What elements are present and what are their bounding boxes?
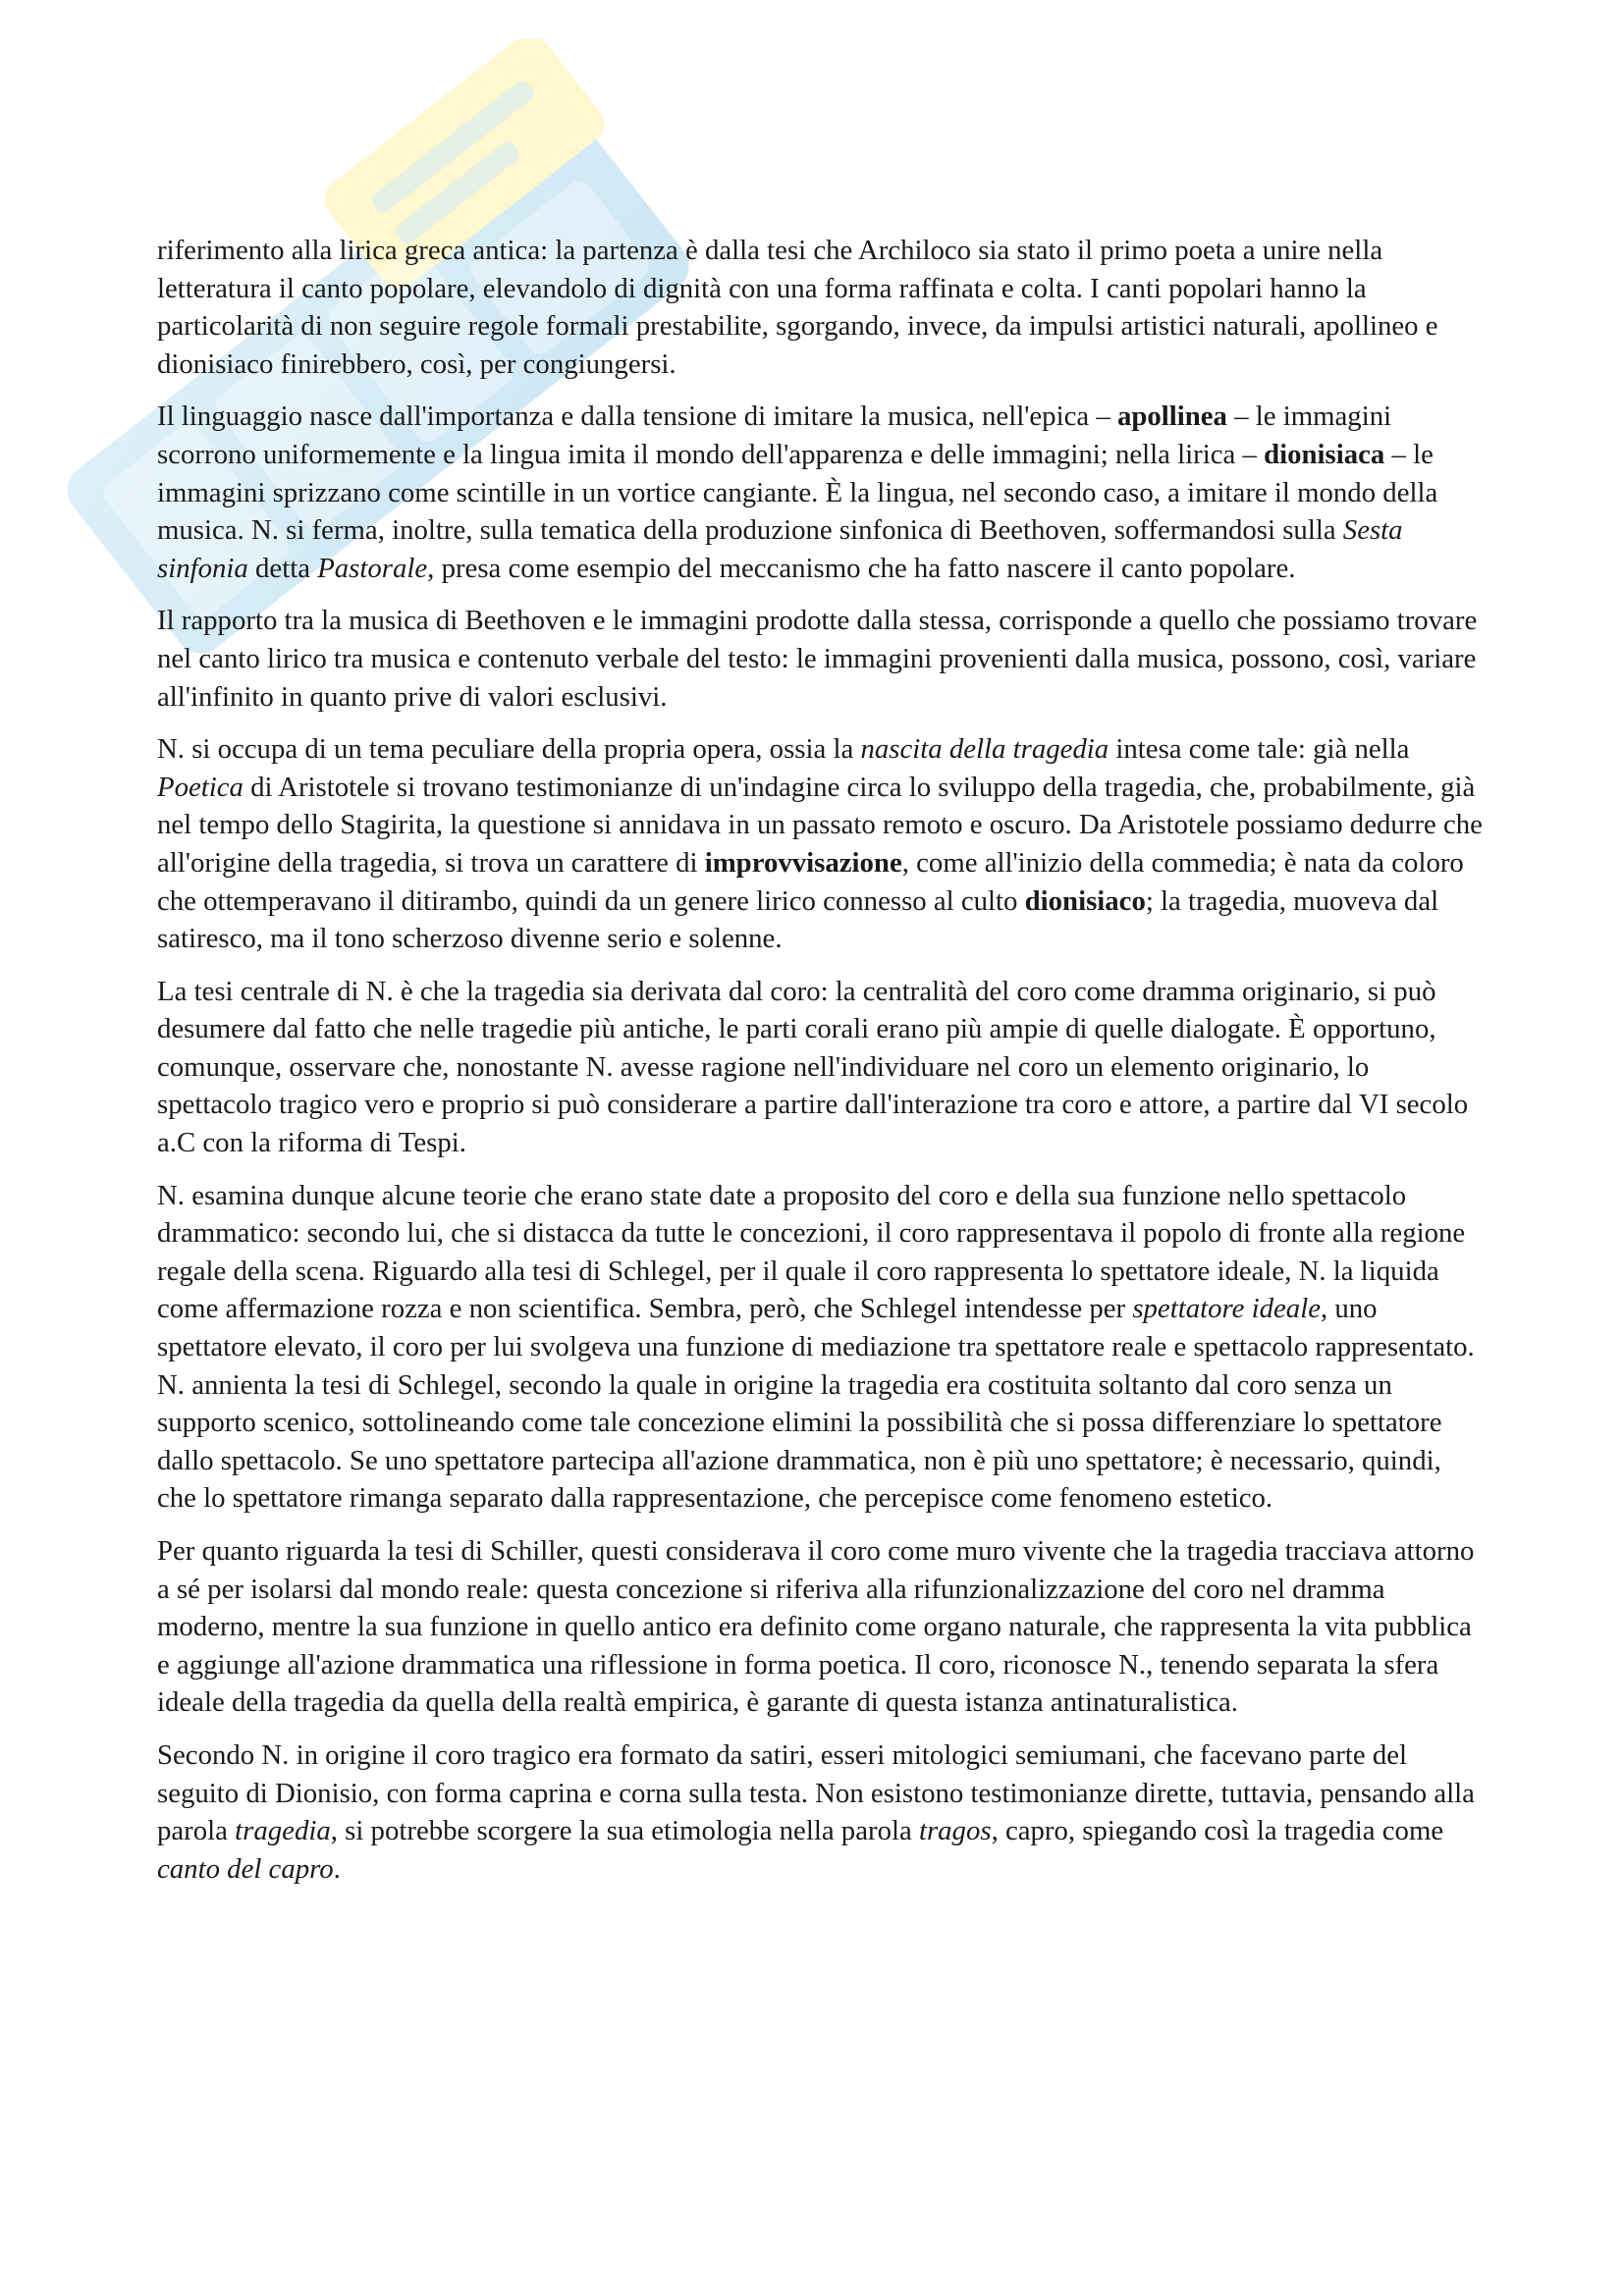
paragraph-text: .	[333, 1852, 341, 1885]
paragraph-text: , uno spettatore elevato, il coro per lui svolgeva una funzione di mediazione tra spettatore reale e spettacolo rappresentato. N. annienta la tesi di Schlegel, secondo la quale in origine la tragedia era costituita soltanto dal coro senza un supporto scenico, sottolineando come tale concezione elimini la possibilità che si possa differenziare lo spettatore dallo spettacolo. Se uno spettatore partecipa all'azione drammatica, non è più uno spettatore; è necessario, quindi, che lo spettatore rimanga separato dalla rappresentazione, che percepisce come fenomeno estetico.	[157, 1293, 1475, 1515]
paragraph-7	[157, 1532, 1485, 1722]
paragraph-text: – le immagini scorrono uniformemente e la lingua imita il mondo dell'apparenza e delle immagini; nella lirica –	[157, 400, 1392, 470]
paragraph-text: Secondo N. in origine il coro tragico era formato da satiri, esseri mitologici semiumani, che facevano parte del seguito di Dionisio, con forma caprina e corna sulla testa. Non esistono testimonianze dirette, tuttavia, pensando alla parola	[157, 1738, 1475, 1847]
paragraph-bold-text: dionisiaca	[1264, 438, 1385, 470]
paragraph-text: , come all'inizio della commedia; è nata da coloro che ottemperavano il ditirambo, quindi da un genere lirico connesso al culto	[157, 846, 1464, 917]
paragraph-text: intesa come tale: già nella	[1109, 733, 1410, 766]
paragraph-text: N. esamina dunque alcune teorie che erano state date a proposito del coro e della sua funzione nello spettacolo drammatico: secondo lui, che si distacca da tutte le concezioni, il coro rappresentava il popolo di fronte alla regione regale della scena. Riguardo alla tesi di Schlegel, per il quale il coro rappresenta lo spettatore ideale, N. la liquida come affermazione rozza e non scientifica. Sembra, però, che Schlegel intendesse per	[157, 1179, 1466, 1325]
paragraph-text: ; la tragedia, muoveva dal satiresco, ma il tono scherzoso divenne serio e solenne.	[157, 884, 1439, 955]
document-body	[157, 232, 1485, 1902]
paragraph-text: Per quanto riguarda la tesi di Schiller, questi considerava il coro come muro vivente che la tragedia tracciava attorno a sé per isolarsi dal mondo reale: questa concezione si riferiva alla rifunzionalizzazione del coro nel dramma moderno, mentre la sua funzione in quello antico era definito come organo naturale, che rappresenta la vita pubblica e aggiunge all'azione drammatica una riflessione in forma poetica. Il coro, riconosce N., tenendo separata la sfera ideale della tragedia da quella della realtà empirica, è garante di questa istanza antinaturalistica.	[157, 1535, 1475, 1719]
paragraph-italic-text: canto del capro	[157, 1852, 334, 1885]
paragraph-italic-text: Pastorale	[317, 552, 428, 584]
paragraph-8	[157, 1736, 1485, 1888]
paragraph-italic-text: tragedia	[235, 1815, 331, 1847]
paragraph-italic-text: tragos	[918, 1815, 992, 1847]
paragraph-text: N. si occupa di un tema peculiare della propria opera, ossia la	[157, 733, 861, 766]
paragraph-5	[157, 973, 1485, 1162]
paragraph-italic-text: nascita della tragedia	[860, 733, 1109, 766]
paragraph-text: Il linguaggio nasce dall'importanza e dalla tensione di imitare la musica, nell'epica –	[157, 400, 1117, 433]
paragraph-bold-text: apollinea	[1116, 400, 1227, 433]
paragraph-text: di Aristotele si trovano testimonianze di un'indagine circa lo sviluppo della tragedia, che, probabilmente, già nel tempo dello Stagirita, la questione si annidava in un passato remoto e oscuro. Da Aristotele possiamo dedurre che all'origine della tragedia, si trova un carattere di	[157, 771, 1483, 879]
paragraph-1	[157, 232, 1485, 383]
paragraph-3	[157, 602, 1485, 716]
paragraph-text: detta	[247, 552, 318, 584]
paragraph-text: La tesi centrale di N. è che la tragedia sia derivata dal coro: la centralità del coro come dramma originario, si può desumere dal fatto che nelle tragedie più antiche, le parti corali erano più ampie di quelle dialogate. È opportuno, comunque, osservare che, nonostante N. avesse ragione nell'individuare nel coro un elemento originario, lo spettacolo tragico vero e proprio si può considerare a partire dall'interazione tra coro e attore, a partire dal VI secolo a.C con la riforma di Tespi.	[157, 975, 1469, 1159]
paragraph-text: riferimento alla lirica greca antica: la partenza è dalla tesi che Archiloco sia stato il primo poeta a unire nella letteratura il canto popolare, elevandolo di dignità con una forma raffinata e colta. I canti popolari hanno la particolarità di non seguire regole formali prestabilite, sgorgando, invece, da impulsi artistici naturali, apollineo e dionisiaco finirebbero, così, per congiungersi.	[157, 235, 1438, 380]
paragraph-4	[157, 730, 1485, 958]
paragraph-text: Il rapporto tra la musica di Beethoven e le immagini prodotte dalla stessa, corrisponde a quello che possiamo trovare nel canto lirico tra musica e contenuto verbale del testo: le immagini provenienti dalla musica, possono, così, variare all'infinito in quanto prive di valori esclusivi.	[157, 605, 1478, 713]
paragraph-text: – le immagini sprizzano come scintille in un vortice cangiante. È la lingua, nel secondo caso, a imitare il mondo della musica. N. si ferma, inoltre, sulla tematica della produzione sinfonica di Beethoven, soffermandosi sulla	[157, 438, 1438, 547]
paragraph-2	[157, 398, 1485, 587]
paragraph-bold-text: improvvisazione	[704, 846, 902, 879]
paragraph-text: , si potrebbe scorgere la sua etimologia nella parola	[330, 1815, 919, 1847]
paragraph-italic-text: Sesta sinfonia	[157, 514, 1403, 584]
paragraph-italic-text: Poetica	[157, 771, 243, 803]
paragraph-text: , presa come esempio del meccanismo che ha fatto nascere il canto popolare.	[427, 552, 1296, 584]
paragraph-bold-text: dionisiaco	[1024, 884, 1146, 917]
paragraph-6	[157, 1177, 1485, 1518]
paragraph-italic-text: spettatore ideale	[1132, 1293, 1321, 1325]
paragraph-text: , capro, spiegando così la tragedia come	[991, 1815, 1444, 1847]
